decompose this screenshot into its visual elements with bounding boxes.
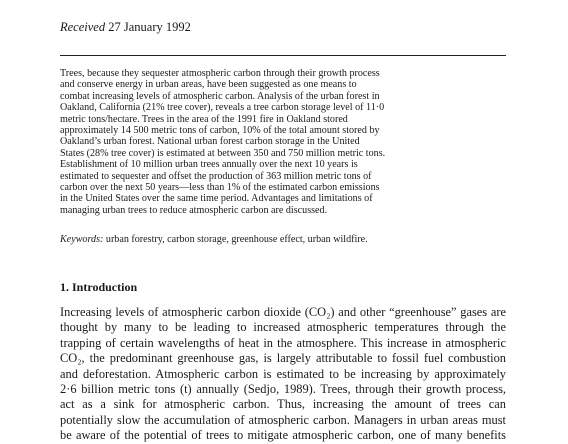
body-line: and deforestation. Atmospheric carbon is estimated to be increasing by approximately: [60, 366, 506, 381]
body-line: thought by many to be leading to increased atmospheric temperatures through the: [60, 320, 506, 335]
keywords-text: urban forestry, carbon storage, greenhouse effect, urban wildfire.: [103, 234, 368, 245]
abstract-line: estimated to sequester and offset the production of 363 million metric tons of: [60, 170, 372, 182]
keywords: [60, 234, 368, 245]
body-line: trapping of certain wavelengths of heat in the atmosphere. This increase in atmospheric: [60, 335, 506, 350]
abstract-line: Oakland’s urban forest. National urban forest carbon storage in the United: [60, 136, 360, 148]
received-date: 27 January 1992: [108, 20, 191, 34]
introduction-body: [60, 305, 506, 444]
abstract-line: Establishment of 10 million urban trees annually over the next 10 years is: [60, 159, 358, 171]
abstract-line: in the United States over the same time period. Advantages and limitations of: [60, 193, 373, 205]
header-rule: [60, 55, 506, 56]
received-line: [60, 20, 191, 35]
body-line: act as a sink for atmospheric carbon. Thus, increasing the amount of trees can: [60, 397, 506, 412]
abstract-line: carbon over the next 50 years—less than 1% of the estimated carbon emissions: [60, 182, 380, 194]
received-label: Received: [60, 20, 106, 34]
abstract-line: metric tons/hectare. Trees in the area of the 1991 fire in Oakland stored: [60, 113, 348, 125]
body-line: potentially slow the accumulation of atmospheric carbon. Managers in urban areas must: [60, 412, 506, 427]
keywords-label: Keywords:: [60, 234, 104, 245]
body-line: 2·6 billion metric tons (t) annually (Sedjo, 1989). Trees, through their growth process,: [60, 382, 506, 397]
body-line: be aware of the potential of trees to mitigate atmospheric carbon, one of many benefits: [60, 428, 506, 443]
abstract-line: and conserve energy in urban areas, have been suggested as one means to: [60, 79, 357, 91]
abstract-line: Trees, because they sequester atmospheric carbon through their growth process: [60, 68, 380, 79]
abstract-line: managing urban trees to reduce atmospheric carbon are discussed.: [60, 204, 328, 216]
abstract-line: approximately 14 500 metric tons of carbon, 10% of the total amount stored by: [60, 125, 380, 137]
abstract: [60, 68, 432, 216]
body-line: Increasing levels of atmospheric carbon dioxide (CO₂) and other “greenhouse” gases are: [60, 305, 506, 319]
body-line: CO₂, the predominant greenhouse gas, is largely attributable to fossil fuel combustion: [60, 351, 506, 366]
abstract-line: combat increasing levels of atmospheric carbon. Analysis of the urban forest in: [60, 90, 380, 102]
abstract-line: Oakland, California (21% tree cover), reveals a tree carbon storage level of 11·0: [60, 102, 385, 114]
abstract-line: States (28% tree cover) is estimated at between 350 and 750 million metric tons.: [60, 147, 386, 159]
section-heading: 1. Introduction: [60, 280, 138, 294]
